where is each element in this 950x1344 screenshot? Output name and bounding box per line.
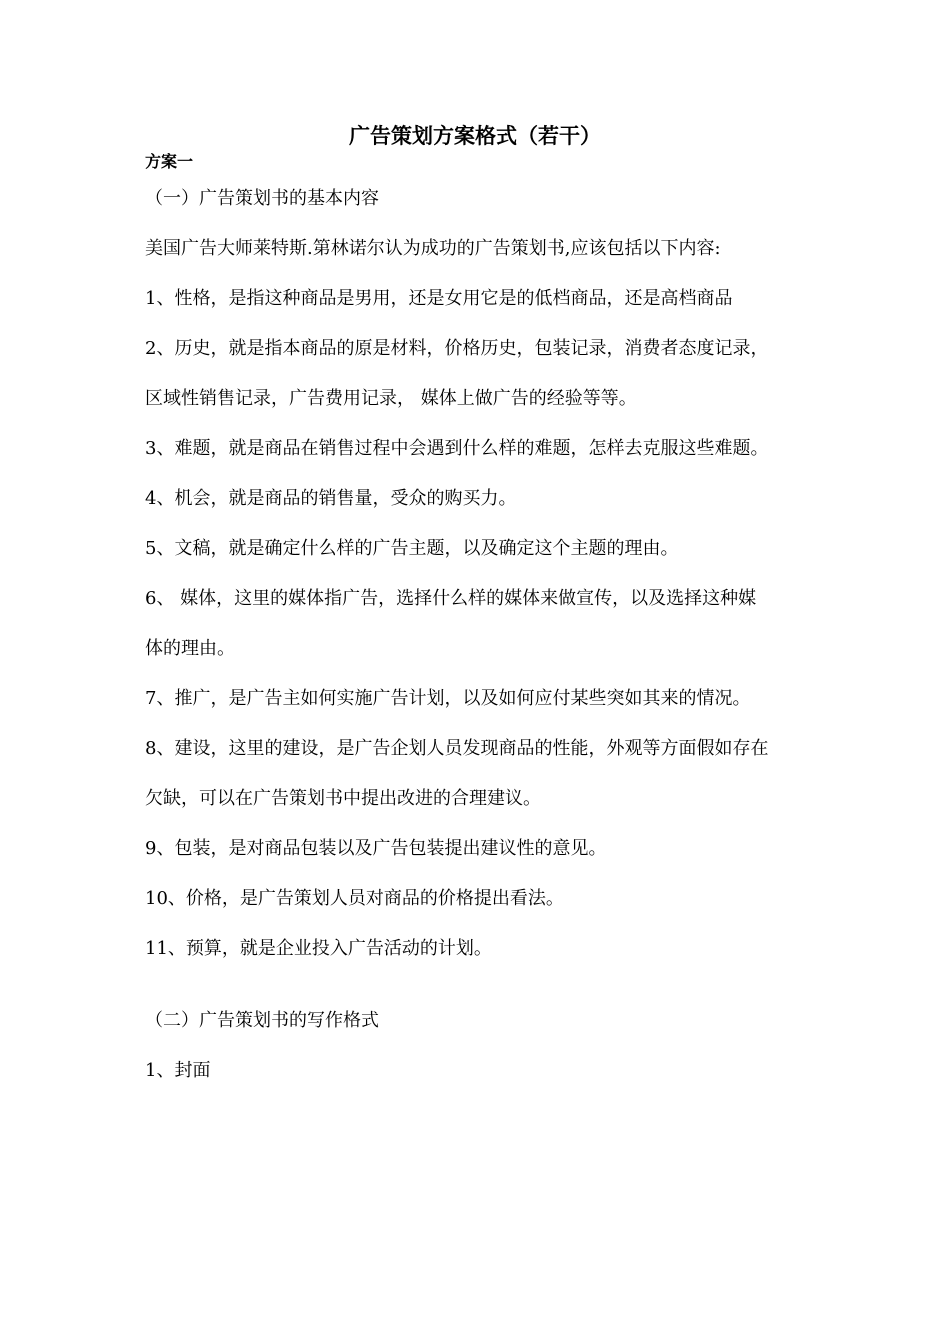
content-line: 10、价格，是广告策划人员对商品的价格提出看法。 bbox=[145, 888, 564, 909]
content-line: 6、 媒体，这里的媒体指广告，选择什么样的媒体来做宣传，以及选择这种媒 bbox=[145, 588, 757, 609]
content-line: 8、建设，这里的建设，是广告企划人员发现商品的性能，外观等方面假如存在 bbox=[145, 738, 769, 759]
section-heading-writing-format: （二）广告策划书的写作格式 bbox=[145, 1010, 379, 1031]
content-line: 欠缺，可以在广告策划书中提出改进的合理建议。 bbox=[145, 788, 541, 809]
scheme-label: 方案一 bbox=[145, 152, 194, 171]
content-line: 3、难题，就是商品在销售过程中会遇到什么样的难题，怎样去克服这些难题。 bbox=[145, 438, 769, 459]
content-line: 7、推广，是广告主如何实施广告计划，以及如何应付某些突如其来的情况。 bbox=[145, 688, 751, 709]
content-line: 1、封面 bbox=[145, 1060, 211, 1081]
section-heading-basic-content: （一）广告策划书的基本内容 bbox=[145, 188, 379, 209]
content-line: 11、预算，就是企业投入广告活动的计划。 bbox=[145, 938, 492, 959]
content-line: 1、性格，是指这种商品是男用，还是女用它是的低档商品，还是高档商品 bbox=[145, 288, 733, 309]
document-title: 广告策划方案格式（若干） bbox=[349, 123, 601, 148]
content-line: 2、历史，就是指本商品的原是材料，价格历史，包装记录，消费者态度记录， bbox=[145, 338, 769, 359]
intro-paragraph: 美国广告大师莱特斯.第林诺尔认为成功的广告策划书,应该包括以下内容: bbox=[145, 238, 721, 259]
content-line: 9、包装，是对商品包装以及广告包装提出建议性的意见。 bbox=[145, 838, 607, 859]
content-line: 体的理由。 bbox=[145, 638, 235, 659]
content-line: 5、文稿，就是确定什么样的广告主题，以及确定这个主题的理由。 bbox=[145, 538, 679, 559]
content-line: 4、机会，就是商品的销售量，受众的购买力。 bbox=[145, 488, 517, 509]
content-line: 区域性销售记录，广告费用记录， 媒体上做广告的经验等等。 bbox=[145, 388, 637, 409]
